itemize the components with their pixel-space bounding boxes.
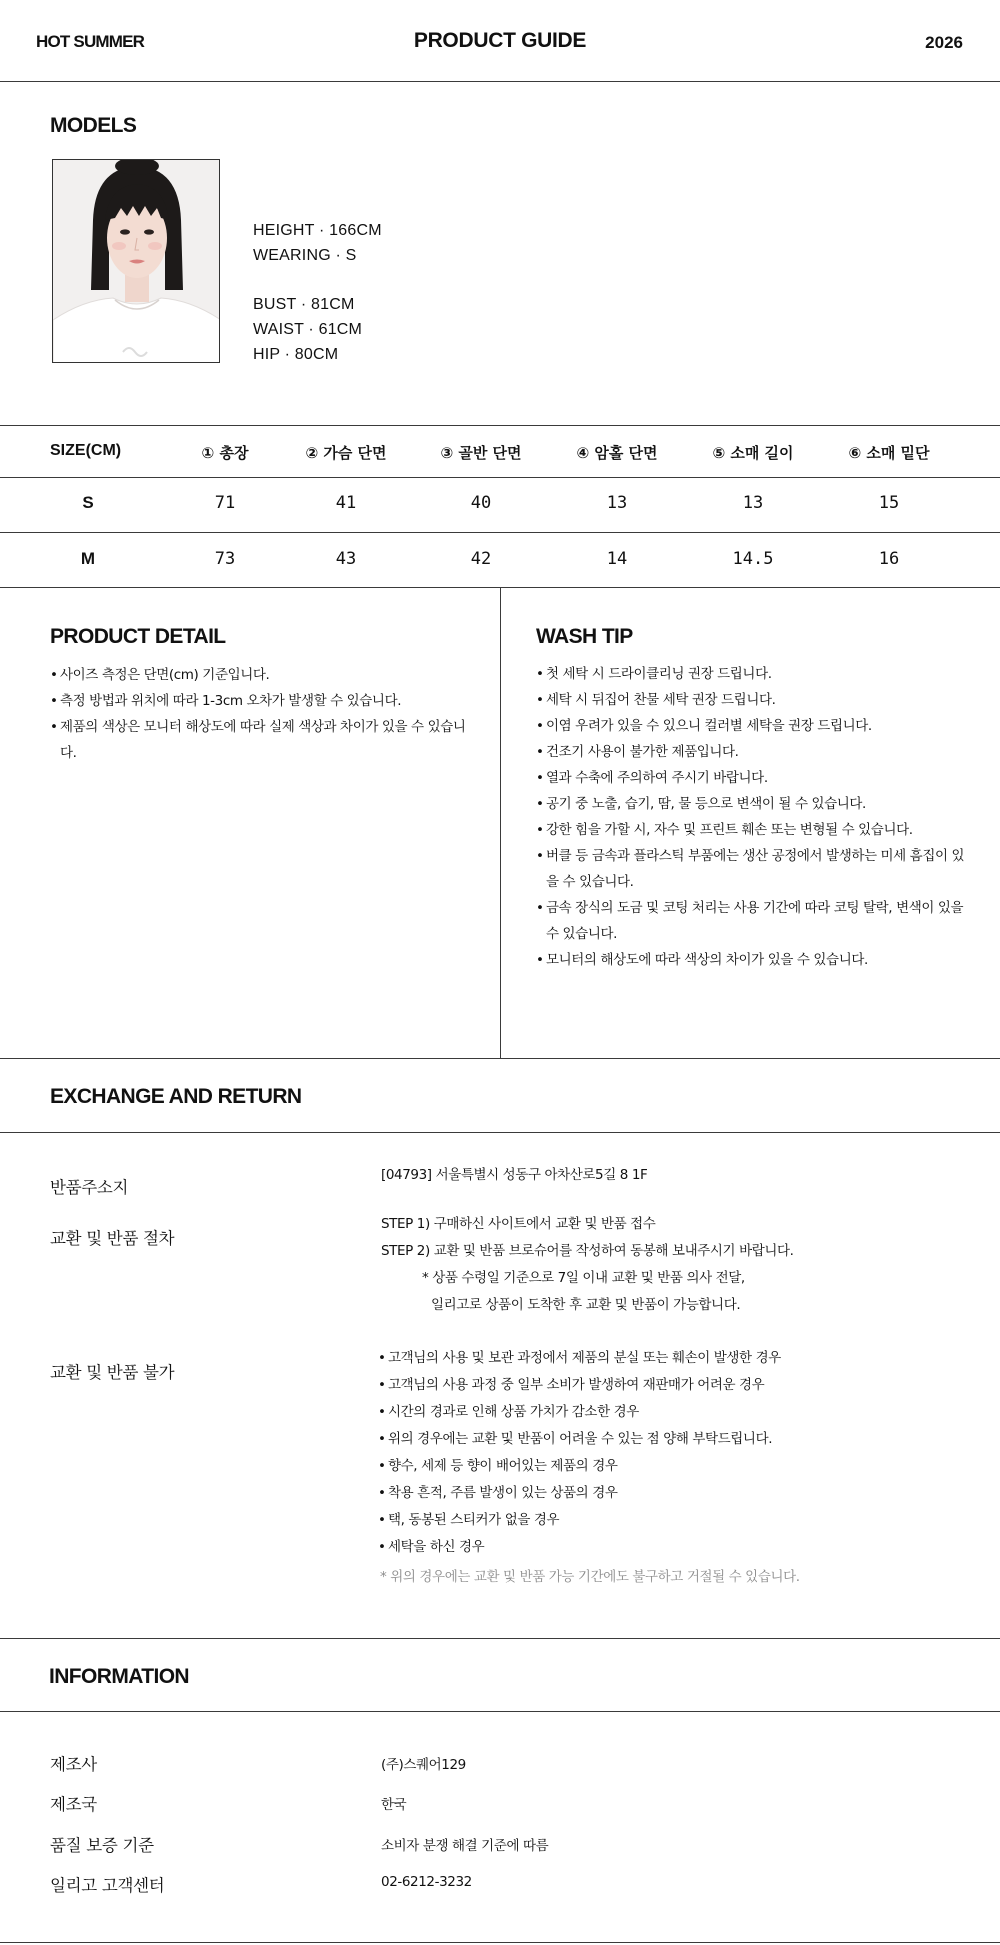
- list-item: • 강한 힘을 가할 시, 자수 및 프린트 훼손 또는 변형될 수 있습니다.: [536, 817, 974, 843]
- list-item: • 고객님의 사용 및 보관 과정에서 제품의 분실 또는 훼손이 발생한 경우: [378, 1345, 958, 1372]
- product-detail-title: PRODUCT DETAIL: [50, 625, 226, 648]
- list-item: • 사이즈 측정은 단면(cm) 기준입니다.: [50, 662, 480, 688]
- size-header-col: ⑤ 소매 길이: [712, 444, 794, 462]
- divider: [0, 1638, 1000, 1639]
- exchange-procedure: [381, 1211, 941, 1319]
- wash-tip-list: [536, 661, 974, 973]
- list-item: • 금속 장식의 도금 및 코팅 처리는 사용 기간에 따라 코팅 탈락, 변색이 있을 수 있습니다.: [536, 895, 974, 947]
- exchange-unavailable-list: [378, 1345, 958, 1561]
- size-header-col: ③ 골반 단면: [440, 444, 522, 462]
- size-value: 13: [606, 493, 628, 513]
- procedure-step: STEP 1) 구매하신 사이트에서 교환 및 반품 접수: [381, 1216, 656, 1232]
- size-value: 16: [878, 549, 900, 569]
- list-item: • 첫 세탁 시 드라이클리닝 권장 드립니다.: [536, 661, 974, 687]
- season-year: 2026: [925, 33, 963, 52]
- procedure-note: 일리고로 상품이 도착한 후 교환 및 반품이 가능합니다.: [431, 1297, 741, 1313]
- information-title: INFORMATION: [49, 1665, 189, 1688]
- divider: [0, 1711, 1000, 1712]
- info-label-manufacturer: 제조사: [50, 1755, 97, 1774]
- divider: [0, 532, 1000, 533]
- list-item: • 건조기 사용이 불가한 제품입니다.: [536, 739, 974, 765]
- exchange-title: EXCHANGE AND RETURN: [50, 1085, 302, 1108]
- exchange-procedure-label: 교환 및 반품 절차: [50, 1229, 175, 1248]
- list-item: • 이염 우려가 있을 수 있으니 컬러별 세탁을 권장 드립니다.: [536, 713, 974, 739]
- list-item: • 측정 방법과 위치에 따라 1-3cm 오차가 발생할 수 있습니다.: [50, 688, 480, 714]
- size-label: S: [82, 493, 94, 512]
- divider: [0, 1942, 1000, 1943]
- model-portrait-image: [53, 160, 220, 363]
- model-height: HEIGHT · 166CM: [253, 222, 382, 239]
- list-item: • 향수, 세제 등 향이 배어있는 제품의 경우: [378, 1453, 958, 1480]
- exchange-unavailable-note: * 위의 경우에는 교환 및 반품 가능 기간에도 불구하고 거절될 수 있습니다.: [380, 1569, 800, 1585]
- list-item: • 착용 흔적, 주름 발생이 있는 상품의 경우: [378, 1480, 958, 1507]
- divider: [0, 477, 1000, 478]
- size-value: 43: [335, 549, 357, 569]
- size-value: 15: [878, 493, 900, 513]
- info-label-quality: 품질 보증 기준: [50, 1836, 154, 1855]
- size-value: 40: [470, 493, 492, 513]
- size-header-col: ⑥ 소매 밑단: [848, 444, 930, 462]
- size-header-col: ④ 암홀 단면: [576, 444, 658, 462]
- info-value-customer-center: 02-6212-3232: [381, 1874, 472, 1890]
- list-item: • 버클 등 금속과 플라스틱 부품에는 생산 공정에서 발생하는 미세 흠집이 있을 수 있습니다.: [536, 843, 974, 895]
- info-value-manufacturer: (주)스퀘어129: [381, 1757, 466, 1773]
- list-item: • 택, 동봉된 스티커가 없을 경우: [378, 1507, 958, 1534]
- page-title: PRODUCT GUIDE: [413, 29, 587, 52]
- brand-name: HOT SUMMER: [36, 32, 145, 51]
- list-item: • 제품의 색상은 모니터 해상도에 따라 실제 색상과 차이가 있을 수 있습니다.: [50, 714, 480, 766]
- list-item: • 세탁 시 뒤집어 찬물 세탁 권장 드립니다.: [536, 687, 974, 713]
- list-item: • 공기 중 노출, 습기, 땀, 물 등으로 변색이 될 수 있습니다.: [536, 791, 974, 817]
- model-photo: [52, 159, 220, 363]
- page-header: [0, 0, 1000, 81]
- list-item: • 고객님의 사용 과정 중 일부 소비가 발생하여 재판매가 어려운 경우: [378, 1372, 958, 1399]
- list-item: • 시간의 경과로 인해 상품 가치가 감소한 경우: [378, 1399, 958, 1426]
- list-item: • 열과 수축에 주의하여 주시기 바랍니다.: [536, 765, 974, 791]
- size-value: 42: [470, 549, 492, 569]
- size-value: 73: [214, 549, 236, 569]
- size-value: 14.5: [732, 549, 774, 569]
- size-header-label: SIZE(CM): [50, 442, 122, 459]
- list-item: • 위의 경우에는 교환 및 반품이 어려울 수 있는 점 양해 부탁드립니다.: [378, 1426, 958, 1453]
- size-label: M: [80, 549, 96, 568]
- size-value: 13: [742, 493, 764, 513]
- info-value-quality: 소비자 분쟁 해결 기준에 따름: [381, 1838, 549, 1854]
- size-header-col: ① 총장: [201, 444, 249, 462]
- exchange-unavailable-label: 교환 및 반품 불가: [50, 1363, 175, 1382]
- size-value: 71: [214, 493, 236, 513]
- return-address-label: 반품주소지: [50, 1178, 129, 1197]
- size-value: 14: [606, 549, 628, 569]
- size-header-col: ② 가슴 단면: [305, 444, 387, 462]
- procedure-note: * 상품 수령일 기준으로 7일 이내 교환 및 반품 의사 전달,: [422, 1270, 745, 1286]
- divider: [0, 1058, 1000, 1059]
- divider: [0, 1132, 1000, 1133]
- model-wearing: WEARING · S: [253, 247, 357, 264]
- size-value: 41: [335, 493, 357, 513]
- procedure-step: STEP 2) 교환 및 반품 브로슈어를 작성하여 동봉해 보내주시기 바랍니다.: [381, 1243, 794, 1259]
- model-bust: BUST · 81CM: [253, 296, 355, 313]
- list-item: • 세탁을 하신 경우: [378, 1534, 958, 1561]
- column-divider: [500, 587, 501, 1058]
- divider: [0, 425, 1000, 426]
- info-value-country: 한국: [381, 1797, 407, 1813]
- return-address: [04793] 서울특별시 성동구 아차산로5길 8 1F: [381, 1167, 648, 1183]
- product-detail-list: [50, 662, 480, 766]
- model-hip: HIP · 80CM: [253, 346, 339, 363]
- list-item: • 모니터의 해상도에 따라 색상의 차이가 있을 수 있습니다.: [536, 947, 974, 973]
- info-label-customer-center: 일리고 고객센터: [50, 1876, 165, 1895]
- model-waist: WAIST · 61CM: [253, 321, 363, 338]
- models-title: MODELS: [50, 114, 137, 137]
- divider: [0, 81, 1000, 82]
- info-label-country: 제조국: [50, 1795, 97, 1814]
- wash-tip-title: WASH TIP: [536, 625, 633, 648]
- model-stats: [253, 218, 382, 367]
